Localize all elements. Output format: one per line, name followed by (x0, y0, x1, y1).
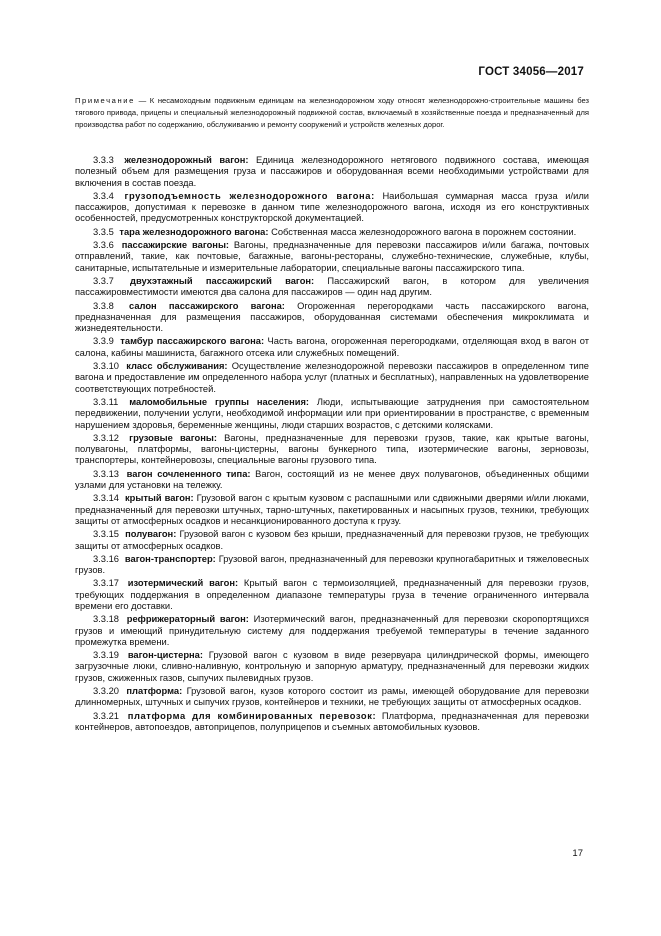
definition-text: Вагон, состоящий из не менее двух полувагонов, объединенных общими узлами для установки на тележку. (75, 468, 589, 491)
definition-text: Осуществление железнодорожной перевозки пассажиров в определенном типе вагона и предоставление им определенного набора услуг (платных и бесплатных), направленных на удовлетворение соответствующих потребностей. (75, 361, 589, 394)
definition-entry (75, 227, 589, 238)
clause-number: 3.3.8 (93, 300, 114, 311)
term: класс обслуживания: (126, 361, 228, 372)
definition-text: Огороженная перегородками часть пассажирского вагона, предназначенная для размещения пассажиров, оборудованная системами обеспечения микроклимата и жизнедеятельности. (75, 300, 589, 334)
definition-entry (75, 301, 589, 335)
clause-number: 3.3.4 (93, 190, 114, 201)
definition-text: Пассажирский вагон, в котором для увеличения пассажировместимости имеются два салона для пассажиров — один над другим. (75, 275, 589, 298)
clause-number: 3.3.5 (93, 226, 114, 237)
clause-number: 3.3.6 (93, 240, 114, 251)
definition-text: Часть вагона, огороженная перегородками, отделяющая вход в вагон от салона, кабины машиниста, багажного отсека или служебных помещений. (75, 336, 589, 358)
term: тамбур пассажирского вагона: (120, 336, 265, 347)
definition-text: Единица железнодорожного нетягового подвижного состава, имеющая полезный объем для размещения груза и пассажиров и оборудованная всеми необходимыми устройствами для включения в состав поезда. (75, 155, 589, 188)
note-label: Примечание (75, 96, 135, 105)
term: тара железнодорожного вагона: (119, 226, 269, 237)
term: вагон сочлененного типа: (126, 468, 251, 479)
clause-number: 3.3.14 (93, 493, 119, 504)
definition-entry (75, 578, 589, 612)
clause-number: 3.3.9 (93, 336, 114, 347)
definition-entry (75, 614, 589, 648)
term: грузовые вагоны: (129, 432, 217, 443)
clause-number: 3.3.15 (93, 529, 119, 540)
definition-text: Грузовой вагон, предназначенный для перевозки крупногабаритных и тяжеловесных грузов. (75, 553, 589, 576)
clause-number: 3.3.11 (93, 396, 119, 407)
clause-number: 3.3.12 (93, 432, 119, 443)
definition-entry (75, 336, 589, 359)
definition-text: Платформа, предназначенная для перевозки контейнеров, автопоездов, автоприцепов, полуприцепов и съемных автомобильных кузовов. (75, 710, 589, 732)
term: двухэтажный пассажирский вагон: (130, 275, 315, 286)
document-standard-header: ГОСТ 34056—2017 (478, 66, 584, 78)
definition-entry (75, 433, 589, 467)
definition-entry (75, 240, 589, 274)
definition-text: Грузовой вагон с кузовом без крыши, предназначенный для перевозки грузов, не требующих защиты от атмосферных осадков. (75, 529, 589, 551)
clause-number: 3.3.13 (93, 468, 119, 479)
term: платформа: (126, 686, 183, 697)
term: маломобильные группы населения: (129, 396, 310, 407)
clause-number: 3.3.16 (93, 553, 119, 564)
term: вагон-цистерна: (127, 650, 203, 661)
definition-entry (75, 650, 589, 684)
definition-text: Крытый вагон с термоизоляцией, предназначенный для перевозки грузов, требующих поддержания в определенном диапазоне температуры груза в течение ограниченного интервала времени его доставки. (75, 578, 589, 611)
clause-number: 3.3.20 (93, 686, 119, 697)
definition-entry (75, 469, 589, 492)
term: платформа для комбинированных перевозок: (127, 710, 377, 721)
clause-number: 3.3.19 (93, 650, 119, 661)
definition-entry (75, 155, 589, 189)
term: изотермический вагон: (127, 578, 239, 589)
definition-text: Изотермический вагон, предназначенный для перевозки скоропортящихся грузов и имеющий принудительную систему для поддержания требуемой температуры в течение заданного промежутка времени. (75, 614, 589, 647)
note-text: — К несамоходным подвижным единицам на железнодорожном ходу относят железнодорожно-строительные машины без тягового привода, прицепы и специальный железнодорожный подвижной состав, включаемый в хозяйственные поезда и предназначенный для производства работ по содержанию, обслуживанию и ремонту сооружений и устройств железных дорог. (75, 96, 589, 129)
definition-entry (75, 529, 589, 552)
definition-entry (75, 191, 589, 225)
clause-number: 3.3.10 (93, 361, 119, 372)
definition-entry (75, 493, 589, 527)
definition-text: Грузовой вагон с кузовом в виде резервуара цилиндрической формы, имеющего загрузочные люки, сливно-наливную, контрольную и запорную арматуру, предназначенный для перевозки жидких грузов, сжиженных газов, сыпучих пылевидных грузов. (75, 650, 590, 683)
term: рефрижераторный вагон: (126, 614, 249, 625)
term: салон пассажирского вагона: (129, 300, 285, 311)
definition-entry (75, 711, 589, 734)
clause-number: 3.3.7 (93, 275, 114, 286)
definition-entry (75, 686, 589, 709)
definition-text: Вагоны, предназначенные для перевозки пассажиров и/или багажа, почтовых отправлений, такие, как почтовые, багажные, вагоны-рестораны, служебно-технические, служебные, клубы, санитарные, испытательные и измерительные лаборатории, специальные вагоны пассажирского типа. (75, 240, 589, 273)
definition-text: Собственная масса железнодорожного вагона в порожнем состоянии. (268, 226, 577, 237)
definition-entry (75, 554, 589, 577)
definition-text: Грузовой вагон с крытым кузовом с распашными или сдвижными дверями и/или люками, предназначенный для перевозки штучных, тарно-штучных, пакетированных и насыпных грузов, техники, требующих защиты от атмосферных осадков и несанкционированного доступа к грузу. (75, 493, 589, 526)
definition-text: Грузовой вагон, кузов которого состоит из рамы, имеющей оборудование для перевозки длинномерных, штучных и сыпучих грузов, контейнеров и техники, не требующих защиты от атмосферных осадков. (75, 686, 589, 708)
definition-entry (75, 397, 589, 431)
definition-entry (75, 276, 589, 299)
page-number: 17 (572, 848, 583, 859)
note-paragraph (75, 95, 589, 131)
term: грузоподъемность железнодорожного вагона: (124, 190, 375, 201)
term: полувагон: (125, 529, 177, 540)
clause-number: 3.3.18 (93, 614, 119, 625)
definition-text: Вагоны, предназначенные для перевозки грузов, такие, как крытые вагоны, полувагоны, платформы, вагоны-цистерны, вагоны бункерного типа, изотермические вагоны, зерновозы, транспортеры, контейнеровозы, специальные вагоны грузового типа. (75, 432, 589, 466)
definition-entry (75, 361, 589, 395)
clause-number: 3.3.17 (93, 578, 119, 589)
term: пассажирские вагоны: (121, 240, 230, 251)
definition-text: Наибольшая суммарная масса груза и/или пассажиров, допустимая к перевозке в данном типе железнодорожного вагона, исходя из его конструктивных особенностей, предусмотренных конструкторской документацией. (75, 190, 589, 224)
term: крытый вагон: (124, 493, 194, 504)
definitions-list (75, 155, 589, 735)
clause-number: 3.3.3 (93, 155, 114, 165)
term: вагон-транспортер: (124, 553, 216, 564)
clause-number: 3.3.21 (93, 710, 119, 721)
term: железнодорожный вагон: (124, 155, 249, 165)
definition-text: Люди, испытывающие затруднения при самостоятельном передвижении, получении услуги, необходимой информации или при ориентировании в пространстве, с временным нарушением здоровья, беременные женщины, люди старших возрастов, с детскими колясками. (75, 396, 589, 430)
